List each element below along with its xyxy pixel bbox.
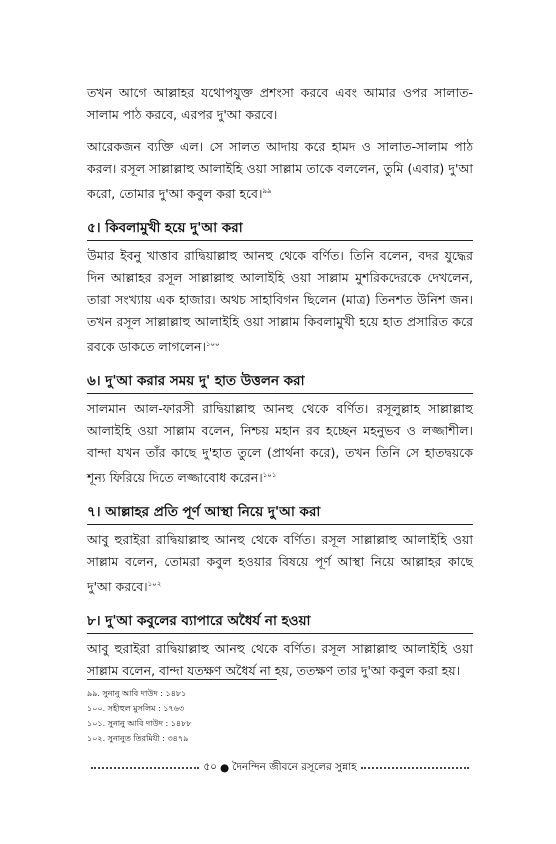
paragraph-second: আরেকজন ব্যক্তি এল। সে সালত আদায় করে হামদ ও সালাত-সালাম পাঠ করল। রসূল সাল্লাল্লাহু আলাইহি ওয়া সাল্লাম তাকে বললেন, তুমি (এবার) দু'আ করো, তোমার দু'আ কবুল করা হবে।$^{৯৯}$ bbox=[87, 139, 473, 201]
footnote-ref: ৯৯ bbox=[262, 187, 272, 195]
section-heading-7: ৭। আল্লাহর প্রতি পূর্ণ আস্থা নিয়ে দু'আ করা bbox=[87, 504, 321, 520]
page-content bbox=[87, 82, 473, 694]
footnote-item: ৯৯. সুনানু আবি দাউদ : ১৪৮১ bbox=[87, 689, 187, 698]
heading-rule bbox=[87, 240, 473, 241]
footer-dotted-rule-right bbox=[361, 767, 469, 769]
footnote-ref: ১০১ bbox=[262, 471, 277, 479]
page-number: ৫০ bbox=[203, 760, 217, 773]
footnote-item: ১০০. সহীহুল মুসলিম : ১৭৬৩ bbox=[87, 704, 185, 713]
footnote-divider bbox=[87, 679, 277, 680]
page-footer bbox=[87, 760, 473, 776]
heading-rule bbox=[87, 524, 473, 525]
section-body-8: আবু হুরাইরা রাদ্বিয়াল্লাহু আনহু থেকে বর্ণিত। রসূল সাল্লাল্লাহু আলাইহি ওয়া সাল্লাম বলেন, বান্দা যতক্ষণ অধৈর্য না হয়, ততক্ষণ তার দু'আ কবুল করা হয়। bbox=[87, 641, 473, 678]
heading-rule bbox=[87, 393, 473, 394]
section-body-6: সালমান আল-ফারসী রাদ্বিয়াল্লাহু আনহু থেকে বর্ণিত। রসূলুল্লাহ সাল্লাল্লাহু আলাইহি ওয়া সাল্লাম বলেন, নিশ্চয় মহান রব হচ্ছেন মহনুভব ও লজ্জাশীল। বান্দা যখন তাঁর কাছে দু'হাত তুলে (প্রার্থনা করে), তখন তিনি সে হাতদ্বয়কে শূন্য ফিরিয়ে দিতে লজ্জাবোধ করেন।$^{১০১}$ bbox=[87, 401, 473, 485]
paragraph-intro: তখন আগে আল্লাহর যথোপযুক্ত প্রশংসা করবে এবং আমার ওপর সালাত-সালাম পাঠ করবে, এরপর দু'আ করবে। bbox=[87, 85, 473, 122]
bullet-icon: ● bbox=[219, 762, 230, 774]
footnotes bbox=[87, 686, 473, 746]
footer-dotted-rule-left bbox=[91, 767, 199, 769]
section-heading-6: ৬। দু'আ করার সময় দু' হাত উত্তলন করা bbox=[87, 373, 305, 389]
section-body-5: উমার ইবনু খাত্তাব রাদ্বিয়াল্লাহু আনহু থেকে বর্ণিত। তিনি বলেন, বদর যুদ্ধের দিন আল্লাহর রসূল সাল্লাল্লাহু আলাইহি ওয়া সাল্লাম মুশরিকদেরকে দেখলেন, তারা সংখ্যায় এক হাজার। অথচ সাহাবিগন ছিলেন (মাত্র) তিনশত উনিশ জন। তখন রসূল সাল্লাল্লাহু আলাইহি ওয়া সাল্লাম কিবলামুখী হয়ে হাত প্রসারিত করে রবকে ডাকতে লাগলেন।$^{১০০}$ bbox=[87, 248, 473, 354]
footnote-item: ১০১. সুনানু আবি দাউদ : ১৪৮৮ bbox=[87, 719, 192, 728]
footnote-item: ১০২. সুনানুত তিরমিযী : ৩৪৭৯ bbox=[87, 734, 189, 743]
book-title: দৈনন্দিন জীবনে রসূলের সুন্নাহ bbox=[232, 760, 357, 773]
footnote-ref: ১০২ bbox=[147, 580, 162, 588]
section-heading-8: ৮। দু'আ কবুলের ব্যাপারে অধৈর্য না হওয়া bbox=[87, 613, 311, 629]
footnote-ref: ১০০ bbox=[205, 340, 220, 348]
section-heading-5: ৫। কিবলামুখী হয়ে দু'আ করা bbox=[87, 220, 243, 236]
heading-rule bbox=[87, 633, 473, 634]
section-body-7: আবু হুরাইরা রাদ্বিয়াল্লাহু আনহু থেকে বর্ণিত। রসূল সাল্লাল্লাহু আলাইহি ওয়া সাল্লাম বলেন, তোমরা কবুল হওয়ার বিষয়ে পূর্ণ আস্থা নিয়ে আল্লাহর কাছে দু'আ করবে।$^{১০২}$ bbox=[87, 532, 473, 594]
